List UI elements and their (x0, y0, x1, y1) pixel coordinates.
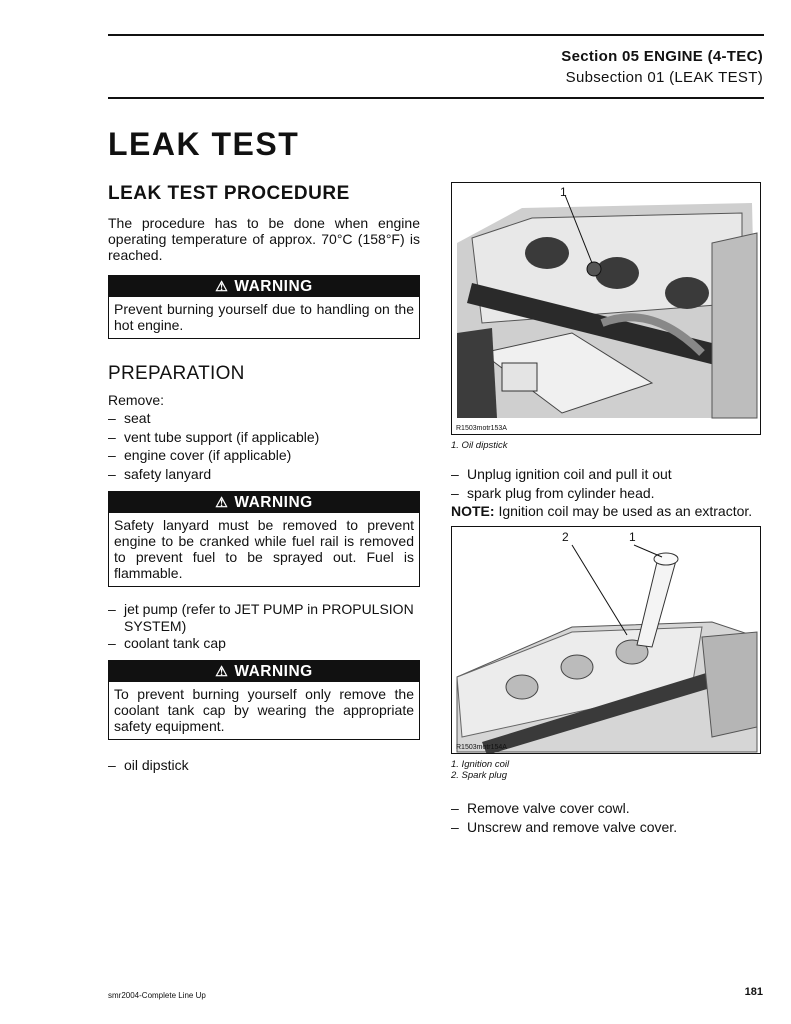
warning-triangle-icon: ⚠ (215, 494, 229, 510)
page-title: LEAK TEST (108, 126, 300, 162)
list-item: – oil dipstick (108, 756, 420, 775)
list-item: – coolant tank cap (108, 635, 420, 652)
warning-label: WARNING (234, 494, 313, 511)
footer-doc-name: smr2004-Complete Line Up (108, 991, 206, 1000)
procedure-heading: LEAK TEST PROCEDURE (108, 183, 350, 204)
preparation-heading: PREPARATION (108, 363, 245, 384)
warning-label: WARNING (234, 278, 313, 295)
remove-list-1 (108, 409, 420, 483)
engine-illustration-1 (452, 183, 761, 435)
list-item: – engine cover (if applicable) (108, 446, 420, 465)
header-rule-bottom (108, 97, 764, 99)
warning-triangle-icon: ⚠ (215, 663, 229, 679)
note (451, 502, 761, 520)
list-item: – safety lanyard (108, 465, 420, 484)
remove-list-3 (108, 756, 420, 775)
warning-header (109, 276, 419, 297)
figure-oil-dipstick (451, 182, 761, 435)
callout-1: 1 (560, 185, 567, 199)
list-item: – Remove valve cover cowl. (451, 799, 761, 818)
legend-item: 2. Spark plug (451, 770, 507, 781)
warning-box-3 (108, 660, 420, 740)
list-item: – jet pump (refer to JET PUMP in PROPULSION SYSTEM) (108, 601, 420, 635)
steps-list-2 (451, 799, 761, 836)
figure-legend-1 (451, 440, 761, 451)
figure-code: R1503motr153A (456, 425, 507, 432)
list-item: – Unplug ignition coil and pull it out (451, 465, 761, 484)
warning-text-2: Safety lanyard must be removed to prevent engine to be cranked while fuel rail is removed to prevent fuel to be sprayed out. Fuel is flammable. (114, 517, 414, 581)
list-item: – vent tube support (if applicable) (108, 428, 420, 447)
list-item: – spark plug from cylinder head. (451, 484, 761, 503)
engine-illustration-2 (452, 527, 761, 754)
note-label: NOTE: (451, 503, 495, 519)
figure-ignition-coil (451, 526, 761, 754)
list-item: – seat (108, 409, 420, 428)
warning-box-2 (108, 491, 420, 587)
right-column (451, 182, 761, 836)
warning-text-3: To prevent burning yourself only remove the coolant tank cap by wearing the appropriate safety equipment. (114, 686, 414, 734)
legend-item: 1. Ignition coil (451, 759, 510, 770)
remove-label: Remove: (108, 392, 165, 408)
left-column (108, 183, 420, 775)
figure-code: R1503motr154A (456, 744, 507, 751)
warning-label: WARNING (234, 663, 313, 680)
subsection-title: Subsection 01 (LEAK TEST) (565, 69, 763, 86)
warning-header (109, 492, 419, 513)
warning-text-1: Prevent burning yourself due to handling on the hot engine. (114, 301, 414, 333)
intro-paragraph: The procedure has to be done when engine operating temperature of approx. 70°C (158°F) is reached. (108, 215, 420, 263)
warning-box-1 (108, 275, 420, 339)
callout-1: 1 (629, 530, 636, 544)
remove-list-2 (108, 601, 420, 652)
note-text: Ignition coil may be used as an extractor. (498, 503, 753, 519)
warning-triangle-icon: ⚠ (215, 278, 229, 294)
section-title: Section 05 ENGINE (4-TEC) (561, 48, 763, 65)
legend-item: 1. Oil dipstick (451, 440, 508, 451)
figure-legend-2 (451, 759, 761, 781)
list-item: – Unscrew and remove valve cover. (451, 818, 761, 837)
header-rule-top (108, 34, 764, 36)
warning-header (109, 661, 419, 682)
steps-list-1 (451, 465, 761, 502)
callout-2: 2 (562, 530, 569, 544)
page-number: 181 (744, 986, 763, 998)
